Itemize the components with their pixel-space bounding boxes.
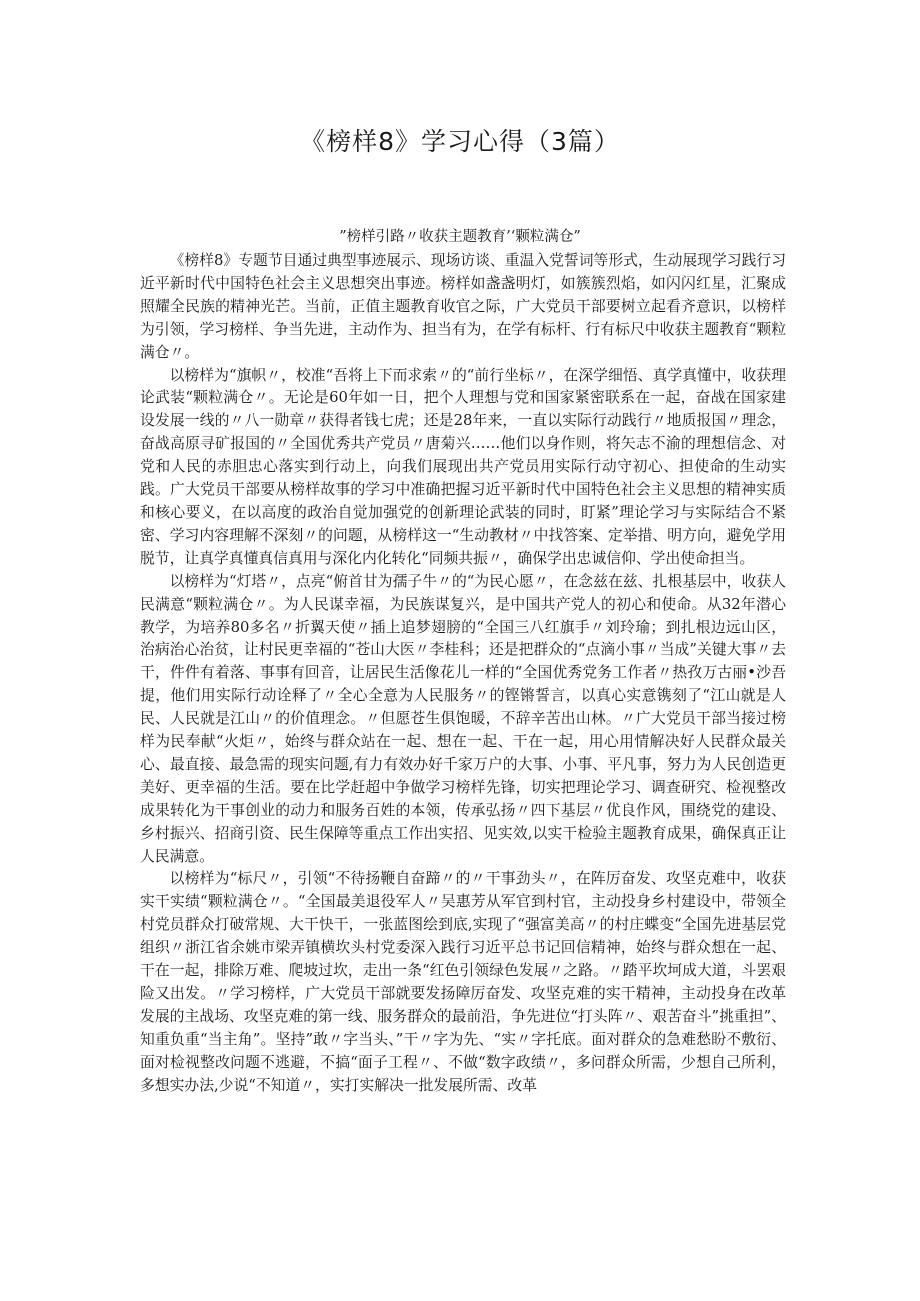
document-title: 《榜样8》学习心得（3篇）: [300, 127, 620, 156]
paragraph-4: 以榜样为“标尺〃，引领“不待扬鞭自奋蹄〃的〃干事劲头〃，在阵厉奋发、攻坚克难中，收获实干实绩“颗粒满仓〃。“全国最美退役军人〃吴惠芳从军官到村官，主动投身乡村建设中，带领全村党员群众打破常规、大干快干，一张蓝图绘到底,实现了“强富美高〃的村庄蝶变“全国先进基层党组织〃浙江省余姚市梁弄镇横坎头村党委深入践行习近平总书记回信精神，始终与群众想在一起、干在一起，排除万难、爬坡过坎，走出一条“红色引领绿色发展〃之路。〃踏平坎坷成大道，斗罢艰险又出发。〃学习榜样，广大党员干部就要发扬障厉奋发、攻坚克难的实干精神，主动投身在改革发展的主战场、攻坚克难的第一线、服务群众的最前沿，争先进位“打头阵〃、艰苦奋斗”挑重担”、知重负重“当主角”。坚持”敢〃字当头、”干〃字为先、“实〃字托底。面对群众的急难愁盼不敷衍、面对检视整改问题不逃避，不搞“面子工程〃、不做“数字政绩〃，多问群众所需，少想自己所利，多想实办法,少说“不知道〃，实打实解决一批发展所需、改革: [140, 870, 786, 1094]
paragraph-3: 以榜样为“灯塔〃，点亮“俯首甘为孺子牛〃的“为民心愿〃，在念兹在兹、扎根基层中，收获人民满意“颗粒满仓〃。为人民谋幸福，为民族谋复兴，是中国共产党人的初心和使命。从32年潜心教学，为培养80多名〃折翼天使〃插上追梦翅膀的“全国三八红旗手〃刘玲瑜；到扎根边远山区，治病治心治贫，让村民更幸福的“苍山大医〃李桂科；还是把群众的“点滴小事〃当成”关键大事〃去干，件件有着落、事事有回音，让居民生活像花儿一样的“全国优秀党务工作者〃热孜万古丽•沙吾提，他们用实际行动诠释了〃全心全意为人民服务〃的铿锵誓言，以真心实意镌刻了“江山就是人民、人民就是江山〃的价值理念。〃但愿苍生俱饱暖，不辞辛苦出山林。〃广大党员干部当接过榜样为民奉献“火炬〃，始终与群众站在一起、想在一起、干在一起，用心用情解决好人民群众最关心、最直接、最急需的现实问题,有力有效办好千家万户的大事、小事、平凡事，努力为人民创造更美好、更幸福的生活。要在比学赶超中争做学习榜样先锋，切实把理论学习、调查研究、检视整改成果转化为干事创业的动力和服务百姓的本领，传承弘扬〃四下基层〃优良作风，围绕党的建设、乡村振兴、招商引资、民生保障等重点工作出实招、见实效,以实干检验主题教育成果，确保真正让人民满意。: [140, 572, 786, 865]
paragraph-1: 《榜样8》专题节目通过典型事迹展示、现场访谈、重温入党誓词等形式，生动展现学习践行习近平新时代中国特色社会主义思想突出事迹。榜样如盏盏明灯，如簇簇烈焰，如闪闪红星，汇聚成照耀全民族的精神光芒。当前，正值主题教育收官之际，广大党员干部要树立起看齐意识，以榜样为引领，学习榜样、争当先进，主动作为、担当有为，在学有标杆、行有标尺中收获主题教育“颗粒满仓〃。: [140, 252, 786, 361]
document-subtitle: ”榜样引路〃收获主题教育’‘颗粒满仓”: [339, 229, 581, 245]
paragraph-2: 以榜样为“旗帜〃，校准“吾将上下而求索〃的“前行坐标〃，在深学细悟、真学真懂中，收获理论武装“颗粒满仓〃。无论是60年如一日，把个人理想与党和国家紧密联系在一起，奋战在国家建设发展一线的〃八一勋章〃获得者钱七虎；还是28年来，一直以实际行动践行〃地质报国〃理念，奋战高原寻矿报国的〃全国优秀共产党员〃唐菊兴……他们以身作则，将矢志不渝的理想信念、对党和人民的赤胆忠心落实到行动上，向我们展现出共产党员用实际行动守初心、担使命的生动实践。广大党员干部要从榜样故事的学习中准确把握习近平新时代中国特色社会主义思想的精神实质和核心要义，在以高度的政治自觉加强党的创新理论武装的同时，盯紧”理论学习与实际结合不紧密、学习内容理解不深刻〃的问题，从榜样这一“生动教材〃中找答案、定举措、明方向，避免学用脱节，让真学真懂真信真用与深化内化转化“同频共振〃，确保学出忠诚信仰、学出使命担当。: [140, 366, 786, 567]
document-body: [140, 250, 786, 1098]
